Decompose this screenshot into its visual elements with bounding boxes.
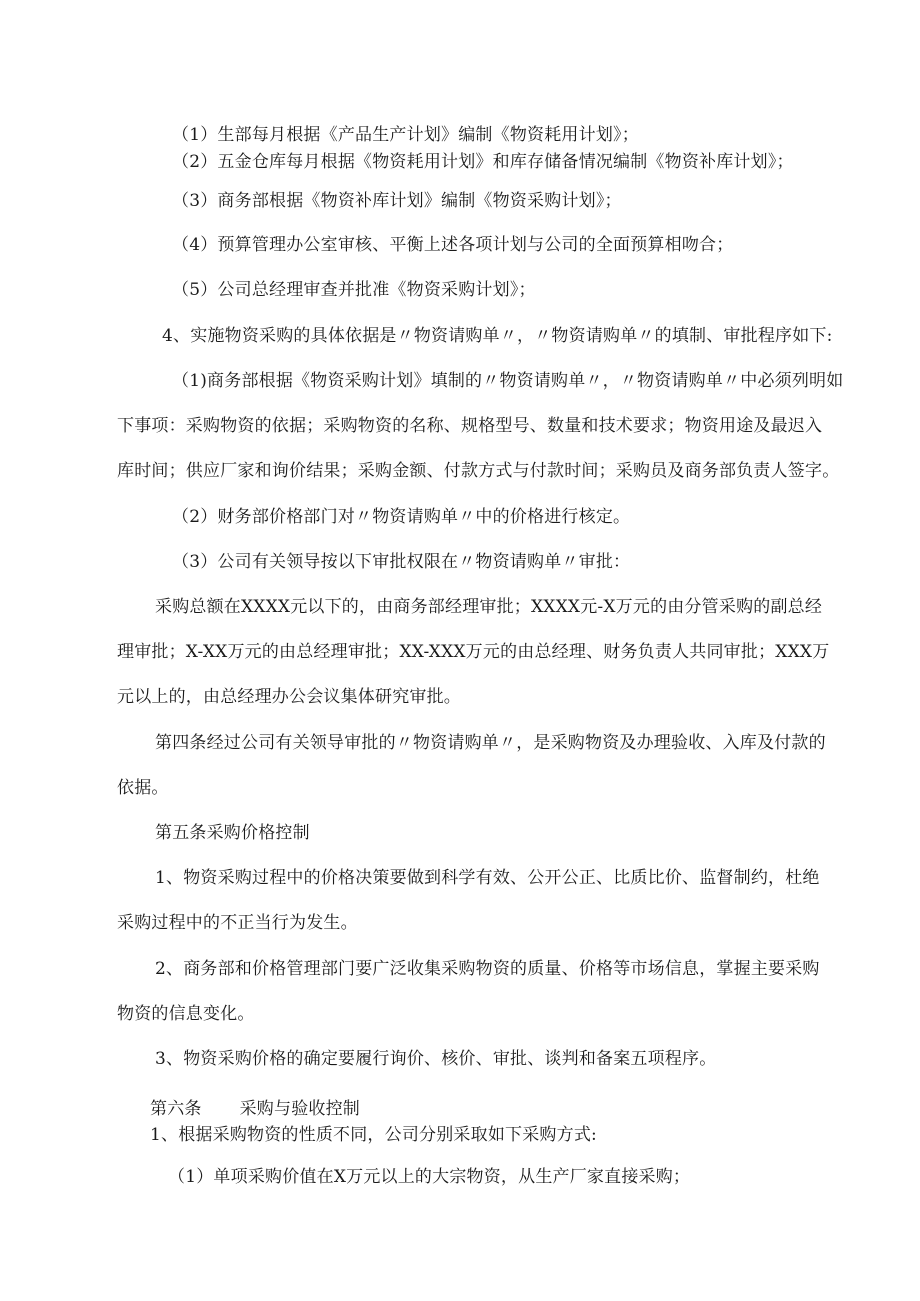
text-line: （2）五金仓库每月根据《物资耗用计划》和库存储备情况编制《物资补库计划》； xyxy=(172,152,794,172)
text-line: 元以上的，由总经理办公会议集体研究审批。 xyxy=(117,687,461,707)
text-line: （3）商务部根据《物资补库计划》编制《物资采购计划》； xyxy=(172,191,622,211)
text-line: 2、商务部和价格管理部门要广泛收集采购物资的质量、价格等市场信息，掌握主要采购 xyxy=(155,959,820,979)
text-line: 1、物资采购过程中的价格决策要做到科学有效、公开公正、比质比价、监督制约，杜绝 xyxy=(155,868,820,888)
text-line: 1、根据采购物资的性质不同，公司分别采取如下采购方式: xyxy=(150,1125,597,1145)
text-line: （1)商务部根据《物资采购计划》填制的〃物资请购单〃，〃物资请购单〃中必须列明如 xyxy=(172,371,844,391)
section-heading: 第五条采购价格控制 xyxy=(155,823,310,843)
text-line: 3、物资采购价格的确定要履行询价、核价、审批、谈判和备案五项程序。 xyxy=(155,1049,717,1069)
text-line: （5）公司总经理审查并批准《物资采购计划》； xyxy=(172,280,536,300)
article-title: 采购与验收控制 xyxy=(239,1099,361,1119)
text-line: 下事项：采购物资的依据；采购物资的名称、规格型号、数量和技术要求；物资用途及最迟入 xyxy=(117,416,823,436)
text-line: 采购过程中的不正当行为发生。 xyxy=(117,913,358,933)
text-line: 采购总额在XXXX元以下的，由商务部经理审批；XXXX元-X万元的由分管采购的副总经 xyxy=(155,597,823,617)
article-number: 第六条 xyxy=(150,1099,202,1119)
text-line: 4、实施物资采购的具体依据是〃物资请购单〃，〃物资请购单〃的填制、审批程序如下: xyxy=(162,326,833,346)
text-line: （4）预算管理办公室审核、平衡上述各项计划与公司的全面预算相吻合； xyxy=(172,235,734,255)
text-line: 库时间；供应厂家和询价结果；采购金额、付款方式与付款时间；采购员及商务部负责人签字。 xyxy=(117,461,840,481)
text-line: （1）生部每月根据《产品生产计划》编制《物资耗用计划》； xyxy=(172,125,639,145)
text-line: 第四条经过公司有关领导审批的〃物资请购单〃，是采购物资及办理验收、入库及付款的 xyxy=(155,733,826,753)
text-line: （1）单项采购价值在X万元以上的大宗物资，从生产厂家直接采购； xyxy=(168,1167,691,1187)
text-line: 依据。 xyxy=(117,778,169,798)
text-line: （2）财务部价格部门对〃物资请购单〃中的价格进行核定。 xyxy=(172,507,631,527)
text-line: （3）公司有关领导按以下审批权限在〃物资请购单〃审批： xyxy=(172,552,631,572)
text-line: 理审批；X-XX万元的由总经理审批；XX-XXX万元的由总经理、财务负责人共同审批；XXX万 xyxy=(117,642,830,662)
section-heading xyxy=(150,1098,360,1120)
text-line: 物资的信息变化。 xyxy=(117,1004,255,1024)
